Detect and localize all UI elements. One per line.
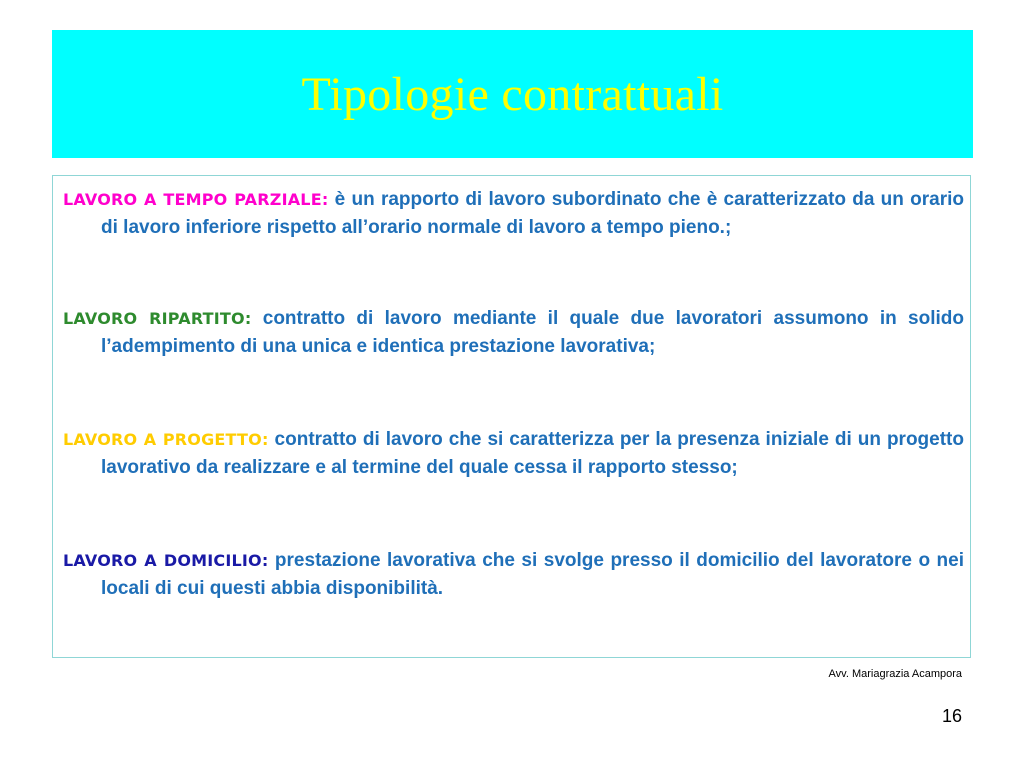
list-item-project (63, 426, 964, 482)
term-home-work: LAVORO A DOMICILIO: (63, 551, 269, 570)
description-home-work: prestazione lavorativa che si svolge presso il domicilio del lavoratore o nei locali di cui questi abbia disponibilità. (101, 550, 964, 599)
content-box (52, 175, 971, 658)
term-project: LAVORO A PROGETTO: (63, 430, 269, 449)
list-item-home-work (63, 547, 964, 603)
term-part-time: LAVORO A TEMPO PARZIALE: (63, 190, 329, 209)
description-project: contratto di lavoro che si caratterizza per la presenza iniziale di un progetto lavorativo da realizzare e al termine del quale cessa il rapporto stesso; (101, 429, 964, 478)
list-item-part-time (63, 186, 964, 242)
footer-author: Avv. Mariagrazia Acampora (828, 668, 962, 680)
term-shared-job: LAVORO RIPARTITO: (63, 309, 252, 328)
description-shared-job: contratto di lavoro mediante il quale due lavoratori assumono in solido l’adempimento di una unica e identica prestazione lavorativa; (101, 308, 964, 357)
description-part-time: è un rapporto di lavoro subordinato che è caratterizzato da un orario di lavoro inferiore rispetto all’orario normale di lavoro a tempo pieno.; (101, 189, 964, 238)
list-item-shared-job (63, 305, 964, 361)
slide-title: Tipologie contrattuali (301, 67, 724, 121)
title-bar (52, 30, 973, 158)
page-number: 16 (941, 706, 962, 726)
